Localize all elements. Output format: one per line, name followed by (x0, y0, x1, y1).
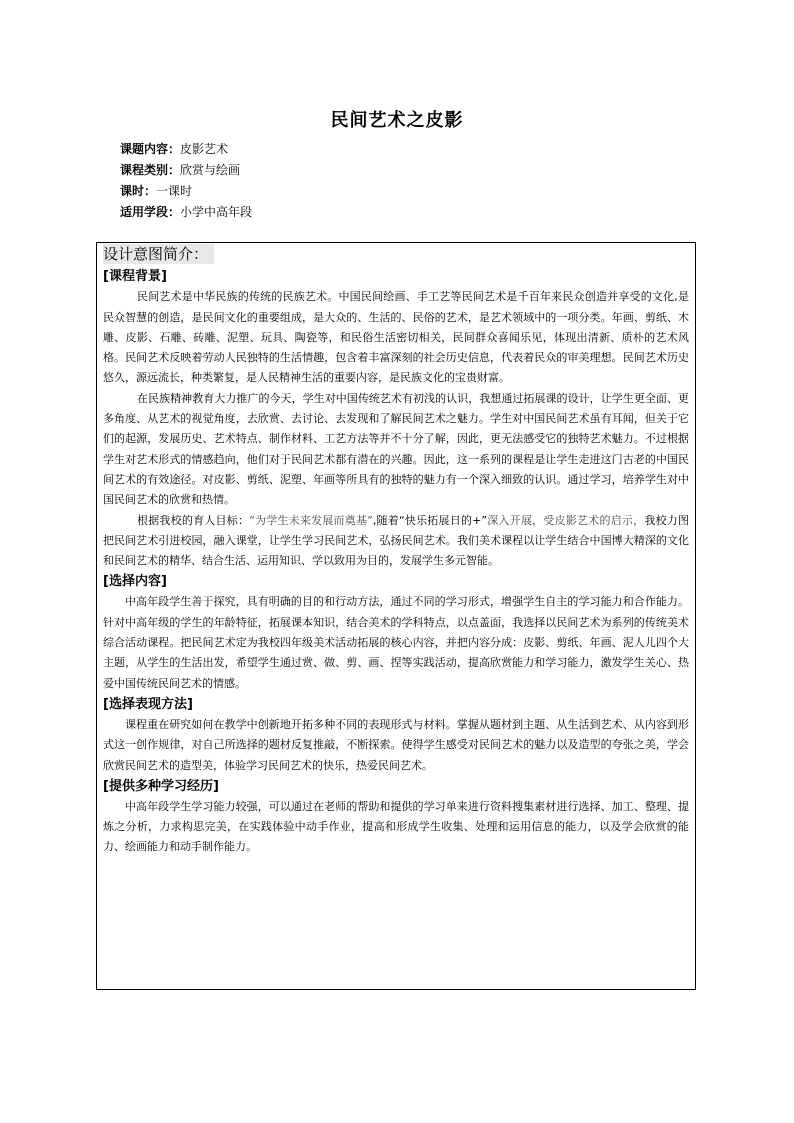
meta-label: 课程类别： (120, 163, 181, 177)
activity-name: ,随着“快乐拓展日的+” (372, 513, 488, 527)
meta-value: 皮影艺术 (180, 142, 229, 156)
background-paragraph-goals (103, 511, 689, 572)
section-heading-method: [选择表现方法] (103, 696, 193, 712)
experience-paragraph: 中高年段学生学习能力较强，可以通过在老师的帮助和提供的学习单来进行资料搜集素材进行选择、加工、整理、提炼之分析，力求构思完美，在实践体验中动手作业，提高和形成学生收集、处理和运用信息的能力，以及学会欣赏的能力、绘画能力和动手制作能力。 (103, 799, 689, 854)
meta-label: 课时： (120, 184, 157, 198)
background-paragraph: 在民族精神教育大力推广的今天，学生对中国传统艺术有初浅的认识，我想通过拓展课的设计，让学生更全面、更多角度、从艺术的视觉角度，去欣赏、去讨论、去发现和了解民间艺术之魅力。学生对中国民间艺术虽有耳闻，但关于它们的起源，发展历史、艺术特点、制作材料、工艺方法等并不十分了解，因此，更无法感受它的独特艺术魅力。不过根据学生对艺术形式的情感趋向，他们对于民间艺术都有潜在的兴趣。因此，这一系列的课程是让学生走进这门古老的中国民间艺术的有效途径。对皮影、剪纸、泥塑、年画等所具有的独特的魅力有一个深入细致的认识。通过学习，培养学生对中国民间艺术的欣赏和热情。 (103, 391, 689, 507)
design-intent-title: 设计意图简介： (103, 244, 214, 264)
section-heading-background: [课程背景] (103, 269, 167, 285)
section-heading-experience: [提供多种学习经历] (103, 778, 219, 794)
content-paragraph: 中高年段学生善于探究，具有明确的目的和行动方法，通过不同的学习形式，增强学生自主的学习能力和合作能力。针对中高年级的学生的年龄特征，拓展课本知识，结合美术的学科特点，以点盖面，我选择以民间艺术为系列的传统美术综合活动课程。把民间艺术定为我校四年级美术活动拓展的核心内容，并把内容分成：皮影、剪纸、年画、泥人儿四个大主题，从学生的生活出发，希望学生通过赏、做、剪、画、捏等实践活动，提高欣赏能力和学习能力，激发学生关心、热爱中国传统民间艺术的情感。 (103, 595, 689, 690)
meta-value: 一课时 (156, 184, 193, 198)
design-intent-box (96, 242, 696, 990)
meta-value: 小学中高年段 (180, 205, 253, 219)
course-meta (120, 139, 252, 223)
background-paragraph: 民间艺术是中华民族的传统的民族艺术。中国民间绘画、手工艺等民间艺术是千百年来民众创造并享受的文化,是民众智慧的创造，是民间文化的重要组成，是大众的、生活的、民俗的艺术，是艺术领域中的一项分类。年画、剪纸、木雕、皮影、石雕、砖雕、泥塑、玩具、陶瓷等，和民俗生活密切相关，民间群众喜闻乐见，体现出清新、质朴的艺术风格。民间艺术反映着劳动人民独特的生活情趣，包含着丰富深刻的社会历史信息，代表着民众的审美理想。民间艺术历史悠久，源远流长，种类繁复，是人民精神生活的重要内容，是民族文化的宝贵财富。 (103, 290, 689, 385)
meta-row-topic (120, 139, 252, 160)
method-paragraph: 课程重在研究如何在教学中创新地开拓多种不同的表现形式与材料。掌握从题材到主题、从生活到艺术、从内容到形式这一创作规律，对自己所选择的题材反复推敲，不断探索。使得学生感受对民间艺术的魅力以及造型的夸张之美，学会欣赏民间艺术的造型美，体验学习民间艺术的快乐，热爱民间艺术。 (103, 717, 689, 772)
goals-body: 我校力图把民间艺术引进校园，融入课堂，让学生学习民间艺术，弘扬民间艺术。我们美术课程以让学生结合中国博大精深的文化和民间艺术的精华、结合生活、运用知识、学以致用为目的，发展学生多元智能。 (103, 513, 690, 568)
meta-row-category (120, 160, 252, 181)
meta-label: 课题内容： (120, 142, 181, 156)
page-title: 民间艺术之皮影 (330, 110, 464, 131)
school-motto: “为学生未来发展而奠基” (249, 513, 373, 527)
goals-lead: 根据我校的育人目标： (137, 513, 250, 527)
meta-label: 适用学段： (120, 205, 181, 219)
goals-inspiration: 深入开展，受皮影艺术的启示， (487, 513, 645, 527)
meta-row-hours (120, 181, 252, 202)
meta-value: 欣赏与绘画 (180, 163, 241, 177)
meta-row-grade (120, 202, 252, 223)
section-heading-content: [选择内容] (103, 574, 167, 590)
